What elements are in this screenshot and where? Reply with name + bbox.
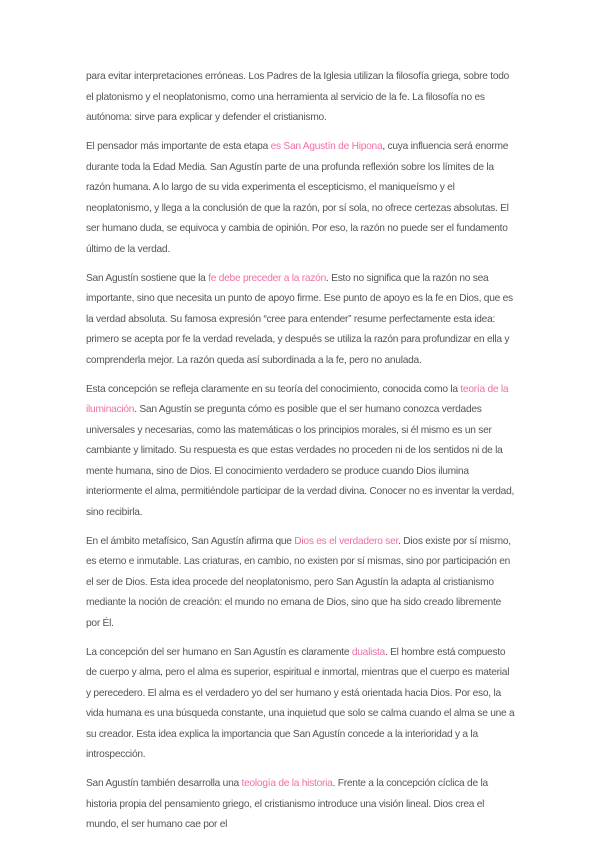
text-run: Esta concepción se refleja claramente en su teoría del conocimiento, conocida como la xyxy=(86,383,461,395)
paragraph-7 xyxy=(86,774,516,836)
highlighted-term: teología de la historia xyxy=(241,778,333,789)
highlighted-term: Dios es el verdadero ser xyxy=(294,535,399,547)
highlighted-term: fe debe preceder a la razón xyxy=(208,272,326,284)
text-run: para evitar interpretaciones erróneas. Los Padres de la Iglesia utilizan la filosofía griega, sobre todo el platonismo y el neoplatonismo, como una herramienta al servicio de la fe. La filosofía no es autónoma: sirve para explicar y defender el cristianismo. xyxy=(86,71,510,123)
paragraph-4 xyxy=(86,380,516,524)
text-run: San Agustín sostiene que la xyxy=(86,272,209,284)
paragraph-1 xyxy=(86,67,516,129)
text-run: . Esto no significa que la razón no sea importante, sino que necesita un punto de apoyo firme. Ese punto de apoyo es la fe en Dios, que es la verdad absoluta. Su famosa expresión “cree para entender” resume perfectamente esta idea: primero se acepta por fe la verdad revelada, y después se utiliza la razón para profundizar en ella y comprenderla mejor. La razón queda así subordinada a la fe, pero no anulada. xyxy=(86,272,513,366)
highlighted-term: teoría de la iluminación xyxy=(86,383,509,415)
text-run: En el ámbito metafísico, San Agustín afirma que xyxy=(86,535,295,547)
text-run: . Dios existe por sí mismo, es eterno e inmutable. Las criaturas, en cambio, no existen por sí mismas, sino por participación en el ser de Dios. Esta idea procede del neoplatonismo, pero San Agustín la adapta al cristianismo mediante la noción de creación: el mundo no emana de Dios, sino que ha sido creado libremente por Él. xyxy=(86,535,511,629)
text-run: La concepción del ser humano en San Agustín es claramente xyxy=(86,646,352,658)
text-run: , cuya influencia será enorme durante toda la Edad Media. San Agustín parte de una profunda reflexión sobre los límites de la razón humana. A lo largo de su vida experimenta el escepticismo, el maniqueísmo y el neoplatonismo, y llega a la conclusión de que la razón, por sí sola, no ofrece certezas absolutas. El ser humano duda, se equivoca y cambia de opinión. Por eso, la razón no puede ser el fundamento último de la verdad. xyxy=(86,141,509,255)
text-run: . Frente a la concepción cíclica de la historia propia del pensamiento griego, el cristianismo introduce una visión lineal. Dios crea el mundo, el ser humano cae por el xyxy=(86,778,488,830)
paragraph-3 xyxy=(86,269,516,372)
highlighted-term: dualista xyxy=(351,646,385,658)
highlighted-term: es San Agustín de Hipona xyxy=(270,141,383,152)
text-run: . El hombre está compuesto de cuerpo y alma, pero el alma es superior, espiritual e inmortal, mientras que el cuerpo es material y perecedero. El alma es el verdadero yo del ser humano y está orientada hacia Dios. Por eso, la vida humana es una búsqueda constante, una inquietud que solo se calma cuando el alma se une a su creador. Esta idea explica la importancia que San Agustín concede a la interioridad y a la introspección. xyxy=(86,646,515,760)
text-run: El pensador más importante de esta etapa xyxy=(86,141,271,152)
paragraph-2 xyxy=(86,137,516,260)
paragraph-5 xyxy=(86,532,516,635)
paragraph-6 xyxy=(86,643,516,766)
text-run: . San Agustín se pregunta cómo es posible que el ser humano conozca verdades universales y necesarias, como las matemáticas o los principios morales, si él mismo es un ser cambiante y limitado. Su respuesta es que estas verdades no proceden ni de los sentidos ni de la mente humana, sino de Dios. El conocimiento verdadero se produce cuando Dios ilumina interiormente el alma, permitiéndole participar de la verdad divina. Conocer no es inventar la verdad, sino recibirla. xyxy=(86,404,515,518)
text-run: San Agustín también desarrolla una xyxy=(86,778,242,789)
document-page xyxy=(86,67,516,836)
